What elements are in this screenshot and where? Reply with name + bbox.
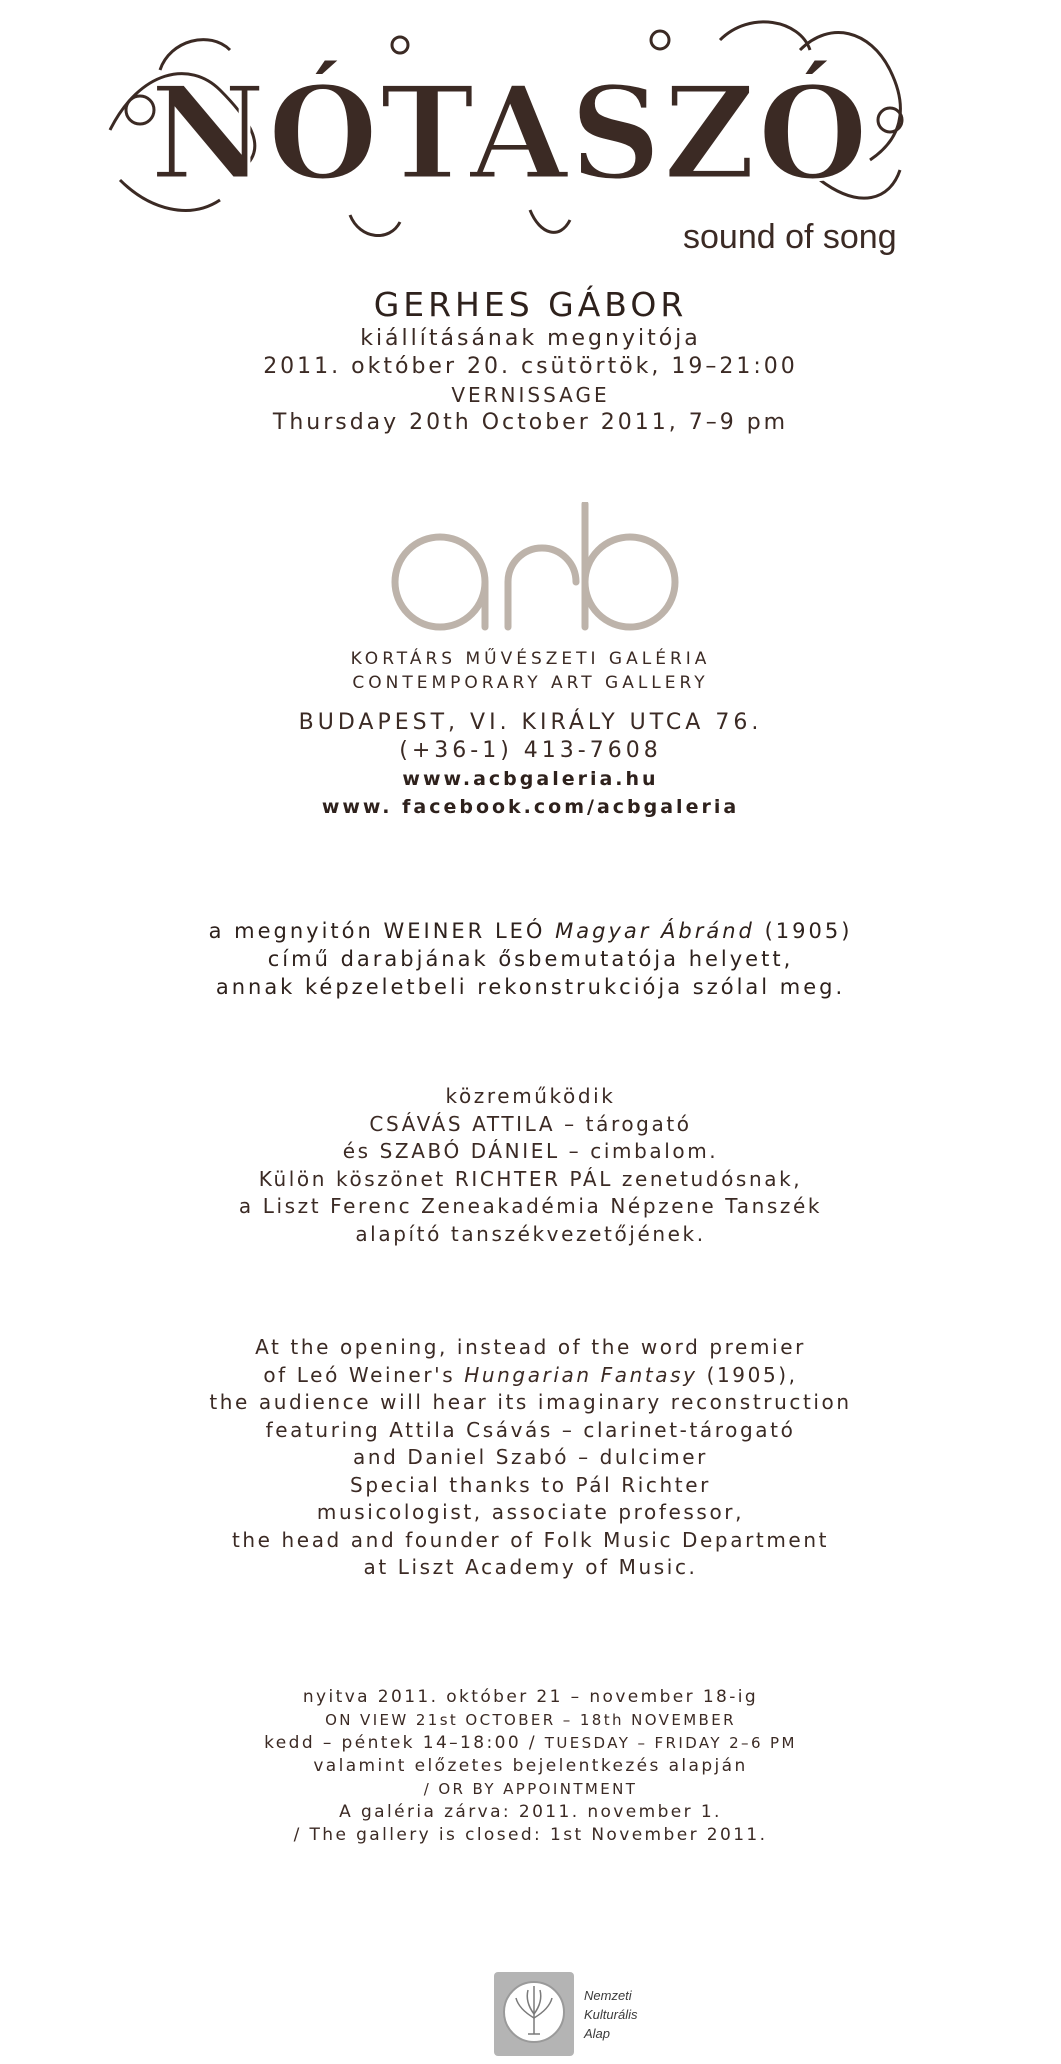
acb-logo-text: acb <box>534 630 536 631</box>
premiere-line-2: című darabjának ősbemutatója helyett, <box>267 947 794 971</box>
english-line: and Daniel Szabó – dulcimer <box>353 1445 708 1469</box>
acb-gallery-logo <box>390 502 680 632</box>
credits-line: alapító tanszékvezetőjének. <box>355 1221 706 1246</box>
appointment-en: / OR BY APPOINTMENT <box>423 1780 638 1798</box>
gallery-phone: (+36-1) 413-7608 <box>399 738 662 763</box>
english-line: Special thanks to Pál Richter <box>350 1472 711 1497</box>
closed-en: / The gallery is closed: 1st November 2011. <box>293 1825 768 1845</box>
vernissage-label: VERNISSAGE <box>451 383 610 407</box>
event-date-hu: 2011. október 20. csütörtök, 19–21:00 <box>263 354 798 379</box>
piece-title-en: Hungarian Fantasy <box>464 1362 698 1387</box>
gallery-name-en: CONTEMPORARY ART GALLERY <box>352 673 709 693</box>
sponsor-line: Kulturális <box>584 2007 638 2022</box>
gallery-address: BUDAPEST, VI. KIRÁLY UTCA 76. <box>298 710 763 735</box>
sponsor-nka <box>494 1972 654 2058</box>
logo-tagline: sound of song <box>683 218 897 256</box>
premiere-line-3: annak képzeletbeli rekonstrukciója szólal meg. <box>215 975 846 999</box>
closed-hu: A galéria zárva: 2011. november 1. <box>339 1802 722 1822</box>
gallery-website-link[interactable]: www.acbgaleria.hu <box>402 768 659 790</box>
credits-line: Külön köszönet RICHTER PÁL zenetudósnak, <box>258 1166 803 1191</box>
premiere-hu <box>0 917 1061 1001</box>
artist-name: GERHES GÁBOR <box>373 285 688 324</box>
credits-hu <box>0 1083 1061 1248</box>
english-description <box>0 1334 1061 1582</box>
gallery-facebook-link[interactable]: www. facebook.com/acbgaleria <box>321 796 740 818</box>
credits-line: közreműködik <box>445 1084 616 1108</box>
piece-title-hu: Magyar Ábránd <box>555 919 755 943</box>
nka-logo <box>494 1972 574 2056</box>
sponsor-line: Nemzeti <box>584 1988 632 2003</box>
gallery-name-hu: KORTÁRS MŰVÉSZETI GALÉRIA <box>350 649 711 669</box>
event-date-en: Thursday 20th October 2011, 7–9 pm <box>272 410 789 435</box>
english-line: of Leó Weiner's Hungarian Fantasy (1905), <box>263 1362 798 1387</box>
english-line: the head and founder of Folk Music Department <box>231 1527 830 1552</box>
tree-icon <box>494 1972 574 2056</box>
credits-line: és SZABÓ DÁNIEL – cimbalom. <box>342 1139 719 1163</box>
english-line: the audience will hear its imaginary reconstruction <box>209 1390 852 1414</box>
open-dates-hu: nyitva 2011. október 21 – november 18-ig <box>302 1687 759 1707</box>
credits-line: CSÁVÁS ATTILA – tárogató <box>369 1111 692 1136</box>
gallery-info <box>0 647 1061 821</box>
english-line: at Liszt Academy of Music. <box>363 1555 698 1579</box>
opening-hours <box>0 1686 1061 1847</box>
event-info <box>0 285 1061 437</box>
english-line: At the opening, instead of the word premier <box>255 1335 806 1359</box>
open-times: kedd – péntek 14–18:00 / TUESDAY – FRIDAY 2–6 PM <box>264 1733 797 1753</box>
english-line: musicologist, associate professor, <box>316 1500 745 1524</box>
english-line: featuring Attila Csávás – clarinet-tárogató <box>265 1417 796 1442</box>
open-dates-en: ON VIEW 21st OCTOBER – 18th NOVEMBER <box>325 1711 736 1729</box>
event-subtitle: kiállításának megnyitója <box>360 326 701 351</box>
sponsor-line: Alap <box>584 2026 611 2041</box>
credits-line: a Liszt Ferenc Zeneakadémia Népzene Tanszék <box>238 1194 823 1218</box>
premiere-line-1: a megnyitón WEINER LEÓ Magyar Ábránd (1905) <box>208 919 853 943</box>
logo-text: NÓTASZÓ <box>150 59 870 209</box>
appointment-hu: valamint előzetes bejelentkezés alapján <box>313 1756 748 1776</box>
sponsor-text <box>584 1986 637 2043</box>
